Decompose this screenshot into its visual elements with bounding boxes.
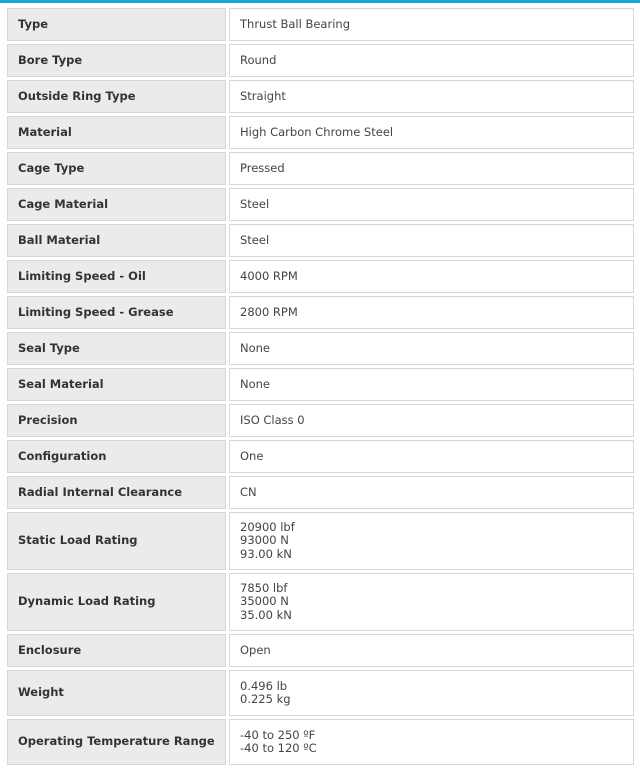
spec-row-configuration — [7, 440, 634, 473]
spec-value — [229, 368, 634, 401]
spec-value-line: 93000 N — [240, 533, 289, 548]
spec-value — [229, 80, 634, 113]
spec-value — [229, 476, 634, 509]
spec-value-line: 93.00 kN — [240, 546, 292, 561]
spec-value-line: CN — [240, 484, 257, 499]
specifications-table — [4, 5, 637, 768]
spec-label: Cage Material — [7, 188, 226, 221]
spec-label: Enclosure — [7, 634, 226, 667]
spec-value-line: One — [240, 448, 264, 463]
spec-label: Weight — [7, 670, 226, 716]
spec-value-line: -40 to 250 ºF — [240, 727, 316, 742]
spec-value-line: Pressed — [240, 160, 285, 175]
spec-label: Limiting Speed - Oil — [7, 260, 226, 293]
spec-row-seal-material — [7, 368, 634, 401]
spec-row-dynamic-load-rating — [7, 573, 634, 631]
spec-label: Configuration — [7, 440, 226, 473]
spec-value-line: 4000 RPM — [240, 268, 298, 283]
spec-value-line: 35000 N — [240, 594, 289, 609]
spec-label: Seal Type — [7, 332, 226, 365]
spec-value-line: 2800 RPM — [240, 304, 298, 319]
spec-value — [229, 224, 634, 257]
spec-label: Precision — [7, 404, 226, 437]
spec-row-limiting-speed-grease — [7, 296, 634, 329]
spec-value — [229, 116, 634, 149]
spec-label: Operating Temperature Range — [7, 719, 226, 765]
spec-label: Outside Ring Type — [7, 80, 226, 113]
spec-value-line: Thrust Ball Bearing — [240, 16, 350, 31]
spec-value-line: Open — [240, 642, 271, 657]
spec-label: Dynamic Load Rating — [7, 573, 226, 631]
spec-value — [229, 296, 634, 329]
spec-row-static-load-rating — [7, 512, 634, 570]
spec-value — [229, 332, 634, 365]
spec-label: Bore Type — [7, 44, 226, 77]
spec-value — [229, 152, 634, 185]
spec-value — [229, 634, 634, 667]
spec-value-line: 0.496 lb — [240, 678, 288, 693]
spec-row-material — [7, 116, 634, 149]
spec-value-line: 7850 lbf — [240, 580, 288, 595]
spec-value — [229, 188, 634, 221]
spec-row-ball-material — [7, 224, 634, 257]
spec-row-seal-type — [7, 332, 634, 365]
spec-label: Material — [7, 116, 226, 149]
spec-label: Type — [7, 8, 226, 41]
spec-row-type — [7, 8, 634, 41]
spec-label: Limiting Speed - Grease — [7, 296, 226, 329]
spec-value-line: ISO Class 0 — [240, 412, 305, 427]
spec-label: Cage Type — [7, 152, 226, 185]
spec-row-enclosure — [7, 634, 634, 667]
spec-value-line: -40 to 120 ºC — [240, 741, 317, 755]
spec-value-line: None — [240, 340, 271, 355]
spec-value-line: 0.225 kg — [240, 692, 291, 706]
spec-value — [229, 670, 634, 716]
spec-value-line: None — [240, 376, 271, 391]
spec-row-cage-material — [7, 188, 634, 221]
spec-value — [229, 440, 634, 473]
spec-value-line: Straight — [240, 88, 286, 103]
spec-label: Ball Material — [7, 224, 226, 257]
spec-value — [229, 44, 634, 77]
spec-label: Static Load Rating — [7, 512, 226, 570]
spec-row-cage-type — [7, 152, 634, 185]
spec-value-line: Steel — [240, 196, 270, 211]
spec-value — [229, 260, 634, 293]
spec-value — [229, 404, 634, 437]
spec-value — [229, 573, 634, 631]
top-accent-bar — [0, 0, 640, 3]
spec-row-bore-type — [7, 44, 634, 77]
spec-value — [229, 719, 634, 765]
spec-value-line: Round — [240, 52, 277, 67]
spec-row-outside-ring-type — [7, 80, 634, 113]
spec-row-operating-temperature-range — [7, 719, 634, 765]
spec-value — [229, 512, 634, 570]
spec-row-precision — [7, 404, 634, 437]
spec-label: Radial Internal Clearance — [7, 476, 226, 509]
spec-row-limiting-speed-oil — [7, 260, 634, 293]
spec-value-line: 20900 lbf — [240, 519, 295, 534]
spec-row-weight — [7, 670, 634, 716]
spec-value-line: 35.00 kN — [240, 607, 292, 622]
spec-label: Seal Material — [7, 368, 226, 401]
specifications-table-body — [7, 8, 634, 765]
spec-value-line: High Carbon Chrome Steel — [240, 124, 394, 139]
spec-row-radial-internal-clearance — [7, 476, 634, 509]
spec-value-line: Steel — [240, 232, 270, 247]
spec-value — [229, 8, 634, 41]
